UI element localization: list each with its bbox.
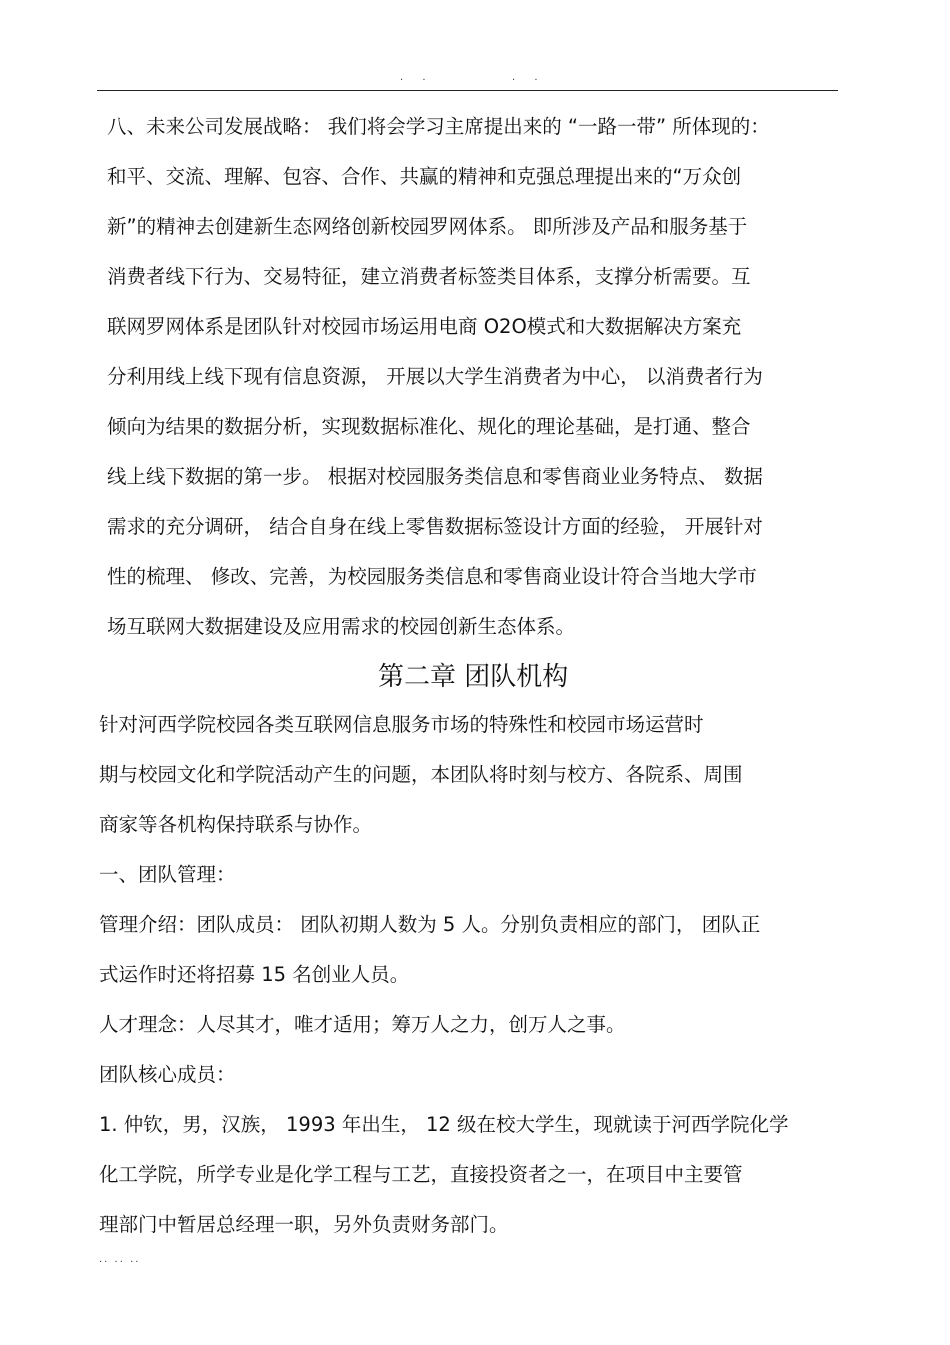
section8-line: 线上线下数据的第一步。 根据对校园服务类信息和零售商业业务特点、 数据 [107,465,763,488]
member-line: 1. 仲钦，男，汉族， 1993 年出生， 12 级在校大学生，现就读于河西学院化学 [99,1113,789,1136]
team-management-heading: 一、团队管理： [99,863,236,886]
management-intro-line: 管理介绍：团队成员： 团队初期人数为 5 人。分别负责相应的部门， 团队正 [99,913,761,936]
section8-line: 和平、交流、理解、包容、合作、共赢的精神和克强总理提出来的“万众创 [107,165,742,188]
section8-line: 需求的充分调研， 结合自身在线上零售数据标签设计方面的经验， 开展针对 [107,515,763,538]
section8-line: 联网罗网体系是团队针对校园市场运用电商 O2O模式和大数据解决方案充 [107,315,742,338]
section8-line: 性的梳理、 修改、完善，为校园服务类信息和零售商业设计符合当地大学市 [107,565,757,588]
header-dots-right: . . [512,72,546,83]
intro-line: 期与校园文化和学院活动产生的问题，本团队将时刻与校方、各院系、周围 [99,763,743,786]
member-line: 化工学院，所学专业是化学工程与工艺，直接投资者之一，在项目中主要管 [99,1163,743,1186]
core-members-heading: 团队核心成员： [99,1063,236,1086]
intro-line: 商家等各机构保持联系与协作。 [99,813,373,836]
header-rule [97,90,838,91]
chapter-title: 第二章 团队机构 [378,662,569,692]
intro-line: 针对河西学院校园各类互联网信息服务市场的特殊性和校园市场运营时 [99,713,704,736]
section8-line: 分利用线上线下现有信息资源， 开展以大学生消费者为中心， 以消费者行为 [107,365,763,388]
section8-line: 场互联网大数据建设及应用需求的校园创新生态体系。 [107,615,576,638]
footer-dots: .. .. .. [99,1254,141,1265]
management-intro-line: 式运作时还将招募 15 名创业人员。 [99,963,410,986]
member-line: 理部门中暂居总经理一职，另外负责财务部门。 [99,1213,509,1236]
header-dots-left: . . [400,72,434,83]
section8-line: 八、未来公司发展战略： 我们将会学习主席提出来的 “一路一带” 所体现的： [107,115,770,138]
section8-line: 新”的精神去创建新生态网络创新校园罗网体系。 即所涉及产品和服务基于 [107,215,748,238]
section8-line: 倾向为结果的数据分析，实现数据标准化、规化的理论基础，是打通、整合 [107,415,751,438]
section8-line: 消费者线下行为、交易特征，建立消费者标签类目体系，支撑分析需要。互 [107,265,751,288]
talent-concept: 人才理念：人尽其才，唯才适用；筹万人之力，创万人之事。 [99,1013,626,1036]
